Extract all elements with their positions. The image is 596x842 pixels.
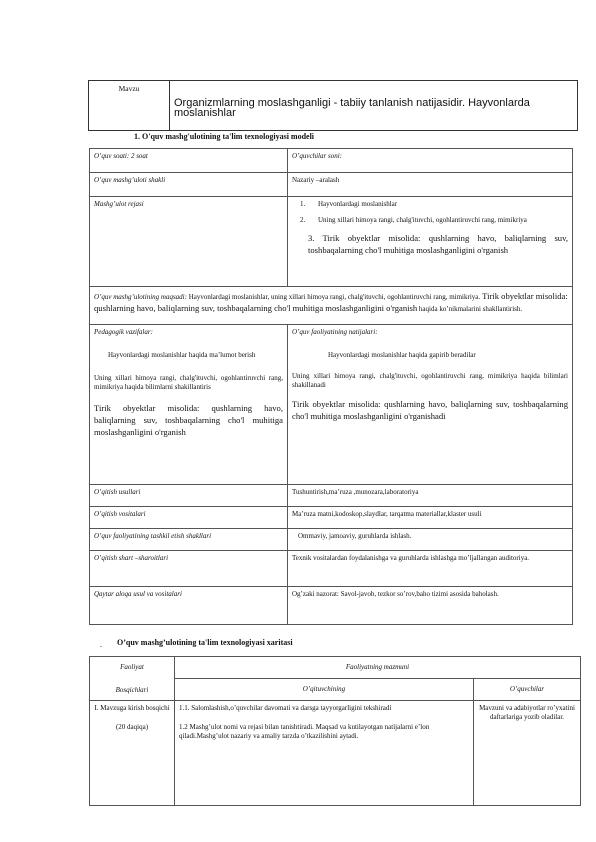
- pedagogical-tasks-cell: [90, 325, 288, 485]
- pedagogical-task: Uning xillari himoya rangi, chalg'ituvchi, ogohlantiruvchi rang, mimikriya haqida bilimlarni shakillantiris: [94, 374, 283, 391]
- map-table: [89, 656, 581, 806]
- map-heading: O’quv mashg’ulotining ta'lim texnologiyasi xaritasi: [117, 638, 293, 647]
- topic-table: [88, 80, 578, 131]
- plan-item: [292, 200, 568, 209]
- stages-label: Bosqichlari: [115, 686, 149, 694]
- lesson-plan-cell: [288, 197, 573, 287]
- student-header: O’quvchilar: [474, 679, 581, 701]
- plan-item-text: Hayvonlardagi moslanishlar: [318, 200, 398, 208]
- outcome-item: Hayvonlardagi moslanishlar haqida gapirib beradilar: [328, 351, 476, 359]
- pedagogical-task: Hayvonlardagi moslanishlar haqida ma’lumot berish: [108, 351, 256, 359]
- lesson-form-value: Nazariy –aralash: [288, 173, 573, 197]
- plan-item: [292, 216, 568, 225]
- plan-item-number: 1.: [300, 200, 306, 208]
- hours-cell: O’quv soati: 2 soat: [90, 149, 288, 173]
- stage1-teacher-cell: [175, 701, 474, 806]
- stage1-student-cell: Mavzuni va adabiyotlar ro’yxatini daftarlariga yozib oladilar.: [474, 701, 581, 806]
- model-heading: 1. O'quv mashg'ulotining ta'lim texnologiyasi modeli: [134, 132, 315, 141]
- goal-text: Hayvonlardagi moslanishlar, uning xillari himoya rangi, chalg'ituvchi, ogohlantiruvchi rang, mimikriya.: [186, 293, 481, 301]
- plan-item-text: Uning xillari himoya rangi, chalg'ituvchi, ogohlantiruvchi rang, mimikriya: [318, 216, 527, 224]
- pedagogical-task: Tirik obyektlar misolida: qushlarning havo, baliqlarning suv, toshbaqalarning cho'l muhitiga moslashganligini o'rganish: [94, 403, 283, 437]
- plan-item-number: 2.: [300, 216, 306, 224]
- stage1-teacher-step: 1.1. Salomlashish,o’quvchilar davomati va darsga tayyorgarligini tekshiradi: [179, 704, 392, 712]
- content-header: Faoliyatning mazmuni: [175, 657, 581, 679]
- topic-label: Mavzu: [89, 81, 170, 131]
- stage1-teacher-step: 1.2 Mashg’ulot nomi va rejasi bilan tanishtiradi. Maqsad va kutilayotgan natijalarni e’lon qiladi.Mashg’ulot nazariy va amaliy tarzda o’tkazilishini aytadi.: [179, 723, 430, 740]
- activity-label: Faoliyat: [120, 663, 144, 671]
- goal-text-large: Tirik obyektlar misolida: qushlarning havo, baliqlarning suv, toshbaqalarning cho'l muhitiga moslashganligini o'rganish: [94, 291, 568, 313]
- outcome-item: Uning xillari himoya rangi, chalg'ituvchi, ogohlantiruvchi rang, mimikriya haqida bilimlari shakillanadi: [292, 372, 568, 389]
- feedback-label: Qaytar aloqa usul va vositalari: [90, 587, 288, 625]
- students-count-cell: O’quvchilar soni:: [288, 149, 573, 173]
- activity-stages-header: [90, 657, 175, 701]
- goal-tail: haqida ko’nikmalarini shakllantirish.: [417, 305, 523, 313]
- methods-label: O’qitish usullari: [90, 485, 288, 507]
- tools-value: Ma’ruza matni,kodoskop,slaydlar, tarqatma materiallar,klaster usuli: [288, 507, 573, 529]
- methods-value: Tushuntirish,ma’ruza ,munozara,laboratoriya: [288, 485, 573, 507]
- stage1-cell: [90, 701, 175, 806]
- lesson-plan-label: Mashg’ulot rejasi: [90, 197, 288, 287]
- conditions-value: Texnik vositalardan foydalanishga va guruhlarda ishlashga mo’ljallangan auditoriya.: [288, 551, 573, 587]
- forms-label: O’quv faoliyatining tashkil etish shakllari: [90, 529, 288, 551]
- teacher-header: O’qituvchining: [175, 679, 474, 701]
- model-table: [89, 148, 573, 625]
- lesson-plan-list: [292, 200, 568, 225]
- goal-label: O’quv mashg’ulotining maqsadi:: [94, 293, 187, 301]
- map-heading-bullet: .: [100, 640, 102, 649]
- lesson-form-label: O’quv mashg’uloti shakli: [90, 173, 288, 197]
- goal-cell: [90, 287, 573, 325]
- outcomes-label: O’quv faoliyatining natijalari:: [292, 328, 378, 336]
- tools-label: O’qitish vositalari: [90, 507, 288, 529]
- pedagogical-tasks-label: Pedagogik vazifalar:: [94, 328, 153, 336]
- stage1-title: I. Mavzuga kirish bosqichi: [94, 704, 170, 712]
- feedback-value: Og’zaki nazorat: Savol-javob, tezkor so’rov,baho tizimi asosida baholash.: [288, 587, 573, 625]
- stage1-time: (20 daqiqa): [115, 723, 149, 731]
- outcomes-cell: [288, 325, 573, 485]
- plan-item-3: 3. Tirik obyektlar misolida: qushlarning havo, baliqlarning suv, toshbaqalarning cho'l muhitiga moslashganligini o'rganish: [308, 233, 568, 255]
- forms-value: Ommaviy, jamoaviy, guruhlarda ishlash.: [288, 529, 573, 551]
- conditions-label: O’qitish shart –sharoitlari: [90, 551, 288, 587]
- topic-title: Organizmlarning moslashganligi - tabiiy tanlanish natijasidir. Hayvonlarda moslanishlar: [170, 81, 578, 131]
- outcome-item: Tirik obyektlar misolida: qushlarning havo, baliqlarning suv, toshbaqalarning cho'l muhitiga moslashganligini o'rganishadi: [292, 399, 568, 421]
